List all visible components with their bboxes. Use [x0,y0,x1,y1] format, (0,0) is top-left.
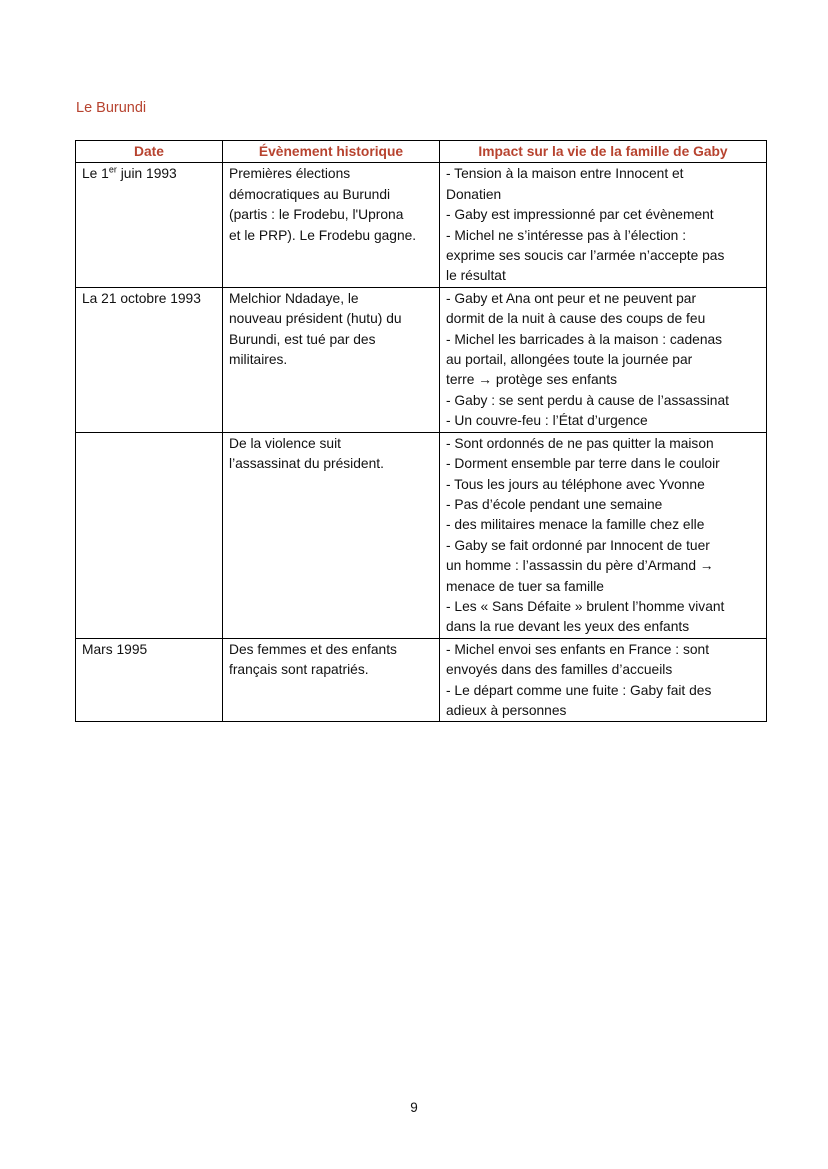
impact-cell [440,163,767,287]
impact-line: - Michel les barricades à la maison : cadenas [446,331,723,347]
impact-line: envoyés dans des familles d’accueils [446,662,673,678]
impact-line: - Tous les jours au téléphone avec Yvonne [446,476,705,492]
table-row [76,163,767,287]
impact-line: - Un couvre-feu : l’État d’urgence [446,413,648,429]
impact-cell [440,432,767,638]
table-row [76,432,767,638]
impact-line: au portail, allongées toute la journée par [446,352,693,368]
impact-line: - Tension à la maison entre Innocent et [446,166,684,182]
event-line: et le PRP). Le Frodebu gagne. [229,227,417,243]
header-event: Évènement historique [223,141,440,163]
event-line: nouveau président (hutu) du [229,311,402,327]
event-line: militaires. [229,352,288,368]
impact-line: - Gaby et Ana ont peur et ne peuvent par [446,290,697,306]
event-line: Burundi, est tué par des [229,331,376,347]
date-superscript: er [108,164,117,175]
event-line: Premières élections [229,166,351,182]
impact-line: Donatien [446,186,502,202]
impact-line: menace de tuer sa famille [446,578,604,594]
header-impact: Impact sur la vie de la famille de Gaby [440,141,767,163]
event-line: démocratiques au Burundi [229,186,391,202]
event-line: français sont rapatriés. [229,662,369,678]
date-cell [76,432,223,638]
event-line: Des femmes et des enfants [229,641,397,657]
impact-cell [440,287,767,432]
event-line: Melchior Ndadaye, le [229,290,359,306]
impact-line: dans la rue devant les yeux des enfants [446,619,690,635]
history-table [75,140,767,722]
event-cell [223,432,440,638]
event-cell [223,638,440,722]
impact-line: dormit de la nuit à cause des coups de feu [446,311,706,327]
impact-line: - Dorment ensemble par terre dans le couloir [446,456,720,472]
event-cell [223,287,440,432]
impact-line: adieux à personnes [446,702,567,718]
impact-line: - Sont ordonnés de ne pas quitter la maison [446,435,714,451]
event-line: (partis : le Frodebu, l'Uprona [229,207,404,223]
impact-line: - Pas d’école pendant une semaine [446,496,663,512]
impact-line: - Michel envoi ses enfants en France : sont [446,641,710,657]
event-cell [223,163,440,287]
date-cell: Mars 1995 [76,638,223,722]
section-title: Le Burundi [76,100,147,116]
event-line: l’assassinat du président. [229,456,384,472]
table-header-row [76,141,767,163]
impact-line: - des militaires menace la famille chez elle [446,517,705,533]
header-date: Date [76,141,223,163]
date-cell: La 21 octobre 1993 [76,287,223,432]
date-prefix: Le 1 [82,166,109,182]
event-line: De la violence suit [229,435,341,451]
impact-line: - Gaby est impressionné par cet évènement [446,207,714,223]
date-suffix: juin 1993 [116,166,177,182]
impact-line: terre → protège ses enfants [446,372,618,388]
impact-line: - Le départ comme une fuite : Gaby fait des [446,682,712,698]
impact-line: le résultat [446,268,506,284]
impact-line: un homme : l’assassin du père d’Armand → [446,558,714,574]
impact-cell [440,638,767,722]
page-number: 9 [410,1100,418,1115]
impact-line: - Gaby se fait ordonné par Innocent de tuer [446,537,710,553]
impact-line: - Michel ne s’intéresse pas à l’élection : [446,227,687,243]
table-row [76,638,767,722]
table-row [76,287,767,432]
date-cell [76,163,223,287]
impact-line: - Gaby : se sent perdu à cause de l’assassinat [446,392,729,408]
impact-line: exprime ses soucis car l’armée n’accepte pas [446,248,725,264]
impact-line: - Les « Sans Défaite » brulent l’homme vivant [446,598,725,614]
